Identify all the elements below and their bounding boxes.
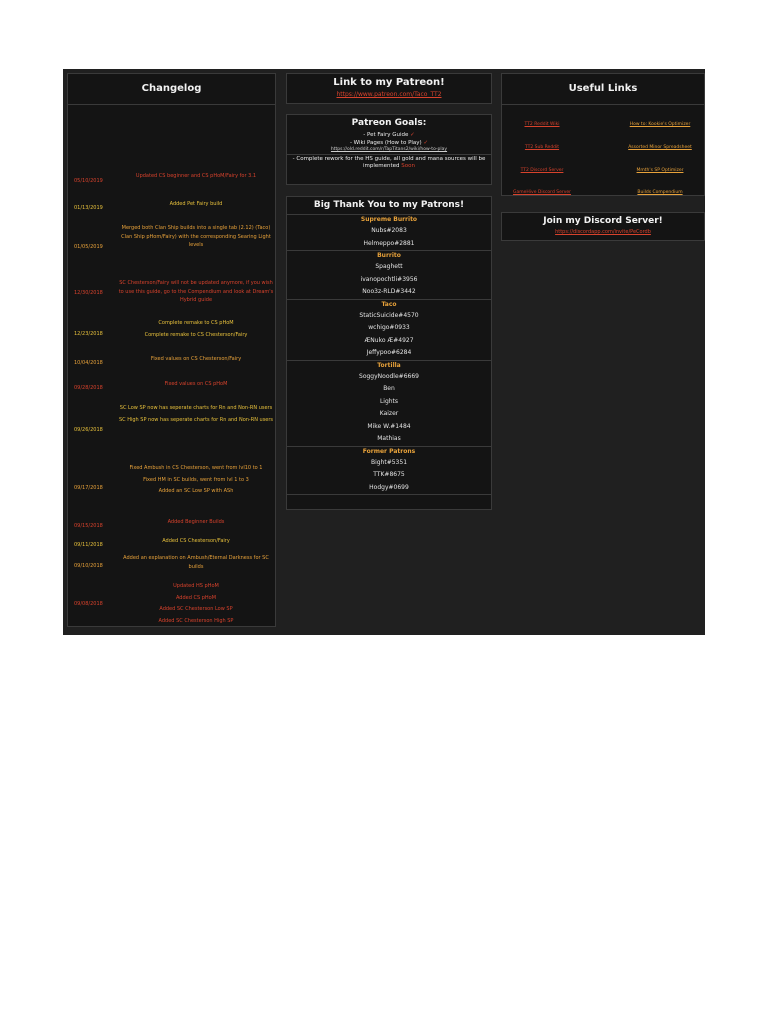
changelog-row [68, 200, 275, 216]
tier-name: Burrito [377, 252, 401, 259]
discord-panel [501, 212, 705, 241]
link-tt2-sub-reddit[interactable]: TT2 Sub Reddit [524, 145, 560, 150]
patron-name: Hodgy#0699 [369, 483, 409, 491]
changelog-line: Fixed values on CS Chesterson/Fairy [150, 356, 242, 362]
changelog-description [118, 355, 274, 364]
link-assorted-spreadsheet[interactable]: Assorted Minor Spreadsheet [628, 145, 692, 150]
link-tt2-reddit-wiki[interactable]: TT2 Reddit Wiki [524, 122, 560, 127]
changelog-line: Updated CS beginner and CS pHoM/Fairy for 3.1 [135, 173, 257, 179]
changelog-date: 09/08/2018 [74, 601, 103, 607]
goal-text: - Complete rework for the HS guide, all gold and mana sources will be implemented [292, 156, 486, 169]
changelog-row [68, 319, 275, 349]
link-sp-optimizer[interactable]: Mmth's SP Optimizer [636, 168, 684, 173]
goal-item-pet-fairy [287, 131, 491, 139]
changelog-panel [67, 73, 276, 627]
link-tt2-discord-server[interactable]: TT2 Discord Server [520, 168, 564, 173]
changelog-line: Added an SC Low SP with ASh [158, 488, 234, 494]
changelog-date: 12/23/2018 [74, 331, 103, 337]
changelog-row [68, 355, 275, 371]
changelog-description [118, 554, 274, 571]
goal-status: Soon [401, 163, 415, 169]
changelog-line: SC High SP now has seperate charts for Rn and Non-RN users [118, 416, 274, 423]
changelog-description [118, 200, 274, 209]
changelog-row [68, 582, 275, 626]
spreadsheet-background [63, 69, 705, 635]
goal-text: - Wiki Pages (How to Play) [349, 140, 424, 146]
patron-name: Ben [383, 385, 395, 392]
changelog-date: 10/04/2018 [74, 360, 103, 366]
changelog-line: Fixed HM in SC builds, went from lvl 1 to 3 [143, 476, 249, 483]
tier-name: Supreme Burrito [360, 216, 418, 223]
patron-name: Jeffypoo#6284 [366, 349, 412, 356]
changelog-line: Complete remake to CS Chesterson/Fairy [144, 331, 248, 338]
changelog-date: 09/11/2018 [74, 542, 103, 548]
changelog-row [68, 554, 275, 578]
patron-name: TTK#8675 [373, 471, 405, 478]
discord-title: Join my Discord Server! [543, 216, 663, 226]
changelog-description [118, 172, 274, 181]
changelog-description [118, 518, 274, 527]
patron-tier [287, 251, 491, 300]
patron-name: Kaizer [379, 410, 399, 417]
changelog-row [68, 224, 275, 270]
goal-item-wiki [287, 139, 491, 147]
changelog-line: Complete remake to CS pHoM [158, 320, 234, 326]
changelog-line: Added Beginner Builds [167, 519, 225, 525]
patron-tiers [287, 215, 491, 495]
tier-name: Tortilla [377, 361, 401, 369]
changelog-description [118, 582, 274, 628]
goal-item-rework [287, 154, 491, 170]
patron-tier [287, 300, 491, 361]
patreon-goals-panel [286, 114, 492, 185]
patron-name: StaticSuicide#4570 [359, 311, 419, 319]
changelog-line: Fixed values on CS pHoM [164, 381, 228, 387]
link-builds-compendium[interactable]: Builds Compendium [637, 190, 683, 195]
link-gamehive-discord[interactable]: GameHive Discord Server [513, 190, 571, 195]
changelog-date: 09/17/2018 [74, 485, 103, 491]
changelog-description [118, 279, 274, 305]
patrons-panel [286, 196, 492, 510]
patron-name: Lights [379, 397, 399, 405]
changelog-line: Added CS Chesterson/Fairy [162, 538, 230, 544]
changelog-description [118, 319, 274, 342]
patreon-goals-title: Patreon Goals: [351, 118, 427, 128]
changelog-line: Fixed Ambush in CS Chesterson, went from lvl10 to 1 [129, 465, 263, 471]
link-kookie-optimizer[interactable]: How to: Kookie's Optimizer [629, 122, 691, 127]
changelog-line: Added CS pHoM [175, 594, 217, 601]
changelog-description [118, 404, 274, 427]
changelog-line: Added an explanation on Ambush/Eternal Darkness for SC builds [123, 555, 269, 570]
changelog-date: 09/26/2018 [74, 427, 103, 433]
changelog-date: 01/13/2019 [74, 205, 103, 211]
changelog-date: 09/10/2018 [74, 563, 103, 569]
changelog-row [68, 380, 275, 396]
changelog-title: Changelog [68, 74, 275, 105]
changelog-line: Updated HS pHoM [173, 583, 219, 589]
useful-links-panel [501, 73, 705, 196]
patron-tier [287, 447, 491, 496]
patron-name: ivanopochtli#3956 [360, 275, 418, 283]
patron-name: Bight#5351 [370, 458, 408, 466]
tier-name: Former Patrons [362, 447, 416, 455]
changelog-line: Added Pet Fairy build [169, 201, 223, 207]
patreon-link-panel [286, 73, 492, 104]
checkmark-icon: ✓ [423, 140, 429, 146]
patron-name: Noo3z-RLD#3442 [362, 288, 416, 295]
changelog-row [68, 537, 275, 553]
changelog-date: 09/15/2018 [74, 523, 103, 529]
changelog-date: 01/05/2019 [74, 244, 103, 250]
changelog-row [68, 404, 275, 456]
patron-name: wchigo#0933 [368, 324, 410, 331]
patron-name: ÆNuko Æ#4927 [364, 336, 414, 344]
patron-name: SoggyNoodle#6669 [359, 372, 419, 380]
changelog-description [118, 224, 274, 250]
patron-name: Nubs#2083 [371, 227, 407, 234]
changelog-row [68, 172, 275, 190]
changelog-line: Merged both Clan Ship builds into a single tab (2.12) (Taco) Clan Ship pHom/Fairy) with the corresponding Searing Light levels [121, 225, 271, 248]
tier-name: Taco [381, 300, 397, 308]
changelog-line: SC Low SP now has seperate charts for Rn and Non-RN users [119, 405, 273, 411]
patron-name: Mike W.#1484 [367, 422, 411, 430]
changelog-line: Added SC Chesterson High SP [158, 617, 234, 624]
changelog-description [118, 537, 274, 546]
changelog-date: 09/28/2018 [74, 385, 103, 391]
wiki-url-link[interactable]: https://old.reddit.com/r/TapTitans2/wiki/how-to-play [330, 147, 448, 152]
patron-name: Spaghett [375, 263, 403, 270]
patron-name: Helmeppo#2881 [363, 239, 415, 247]
patrons-title: Big Thank You to my Patrons! [287, 197, 491, 215]
changelog-row [68, 518, 275, 534]
patreon-link-title: Link to my Patreon! [333, 77, 445, 88]
changelog-row [68, 464, 275, 512]
changelog-date: 12/30/2018 [74, 290, 103, 296]
patreon-url-link[interactable]: https://www.patreon.com/Taco_TT2 [336, 91, 442, 98]
changelog-date: 05/10/2019 [74, 178, 103, 184]
useful-links-title: Useful Links [502, 74, 704, 105]
goal-text: - Pet Fairy Guide [363, 132, 411, 138]
patron-tier [287, 215, 491, 251]
changelog-line: Added SC Chesterson Low SP [159, 606, 233, 612]
changelog-description [118, 380, 274, 389]
patron-tier [287, 361, 491, 447]
patron-name: Mathias [377, 435, 401, 442]
changelog-description [118, 464, 274, 499]
checkmark-icon: ✓ [410, 132, 415, 138]
changelog-row [68, 279, 275, 307]
discord-url-link[interactable]: https://discordapp.com/invite/PeCordb [555, 229, 651, 235]
changelog-line: SC Chesterson/Fairy will not be updated anymore, if you wish to use this guide, go to the Compendium and look at Dream's Hybrid guide [118, 280, 274, 303]
